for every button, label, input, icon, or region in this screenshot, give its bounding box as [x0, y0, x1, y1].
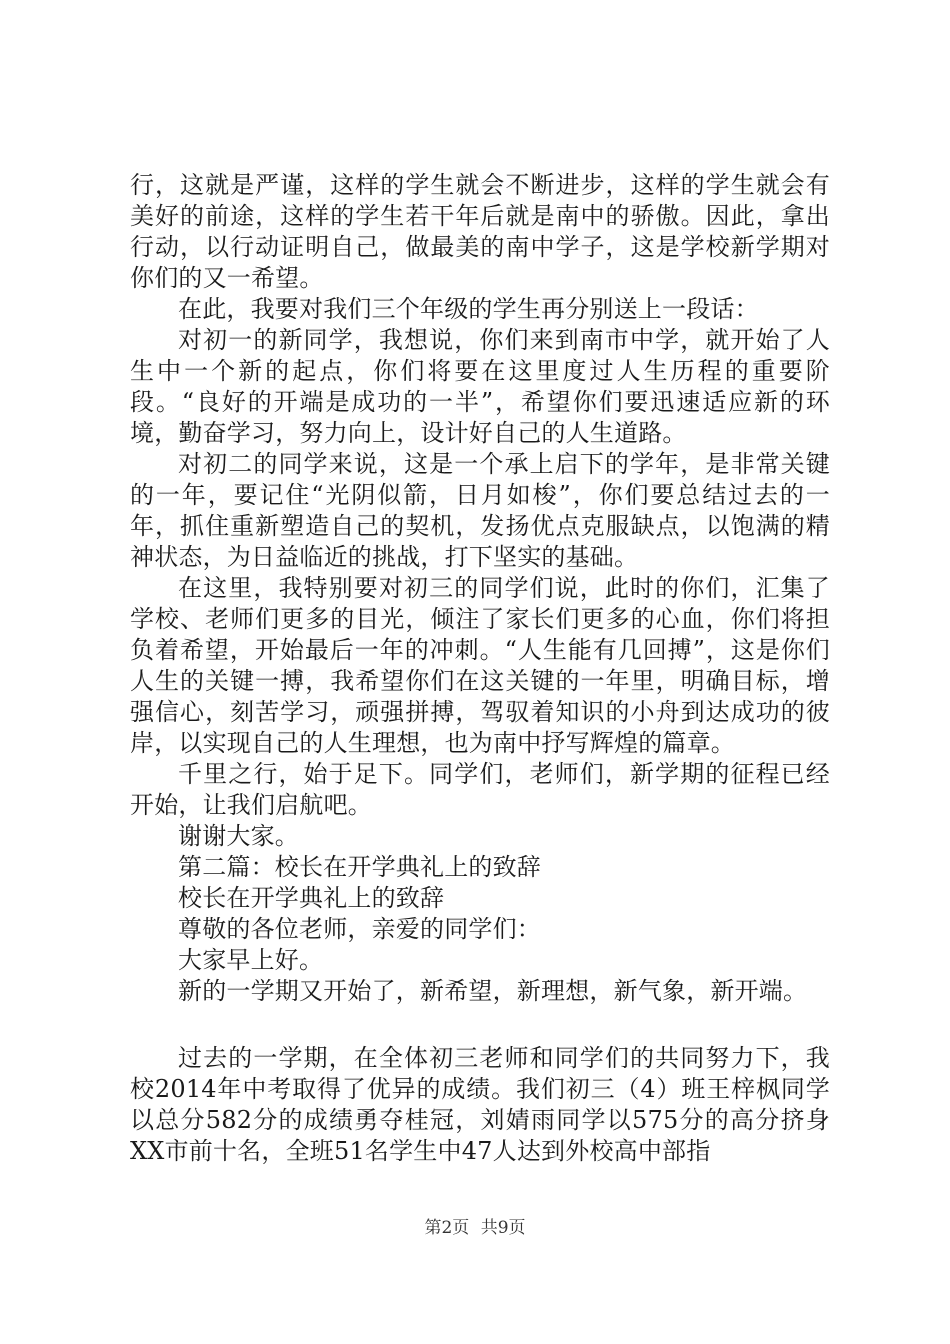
- paragraph-3: 对初一的新同学，我想说，你们来到南市中学，就开始了人生中一个新的起点，你们将要在这里度过人生历程的重要阶段。“良好的开端是成功的一半”，希望你们要迅速适应新的环境，勤奋学习，努力向上，设计好自己的人生道路。: [130, 326, 830, 447]
- blank-gap: [130, 1007, 830, 1043]
- paragraph-2: 在此，我要对我们三个年级的学生再分别送上一段话：: [178, 295, 759, 323]
- salutation: 尊敬的各位老师，亲爱的同学们：: [178, 915, 541, 943]
- paragraph-5: 在这里，我特别要对初三的同学们说，此时的你们，汇集了学校、老师们更多的目光，倾注了家长们更多的心血，你们将担负着希望，开始最后一年的冲刺。“人生能有几回搏”，这是你们人生的关键一搏，我希望你们在这关键的一年里，明确目标，增强信心，刻苦学习，顽强拼搏，驾驭着知识的小舟到达成功的彼岸，以实现自己的人生理想，也为南中抒写辉煌的篇章。: [130, 574, 830, 757]
- greeting: 大家早上好。: [178, 946, 324, 974]
- paragraph-1: 行，这就是严谨，这样的学生就会不断进步，这样的学生就会有美好的前途，这样的学生若干年后就是南中的骄傲。因此，拿出行动，以行动证明自己，做最美的南中学子，这是学校新学期对你们的又一希望。: [130, 171, 830, 292]
- section-heading: 第二篇：校长在开学典礼上的致辞: [178, 853, 541, 881]
- page-number: 第2页: [424, 1218, 470, 1238]
- paragraph-bottom: 过去的一学期，在全体初三老师和同学们的共同努力下，我校2014年中考取得了优异的成绩。我们初三（4）班王梓枫同学以总分582分的成绩勇夺桂冠，刘婧雨同学以575分的高分挤身XX市前十名，全班51名学生中47人达到外校高中部指: [130, 1044, 830, 1165]
- page-total: 共9页: [480, 1218, 526, 1238]
- paragraph-4: 对初二的同学来说，这是一个承上启下的学年，是非常关键的一年，要记住“光阴似箭，日月如梭”，你们要总结过去的一年，抓住重新塑造自己的契机，发扬优点克服缺点，以饱满的精神状态，为日益临近的挑战，打下坚实的基础。: [130, 450, 830, 571]
- paragraph-6: 千里之行，始于足下。同学们，老师们，新学期的征程已经开始，让我们启航吧。: [130, 760, 830, 819]
- speech-title: 校长在开学典礼上的致辞: [178, 884, 445, 912]
- page-footer: [0, 1213, 950, 1238]
- opening-line: 新的一学期又开始了，新希望，新理想，新气象，新开端。: [178, 977, 808, 1005]
- thanks-line: 谢谢大家。: [178, 822, 299, 850]
- document-body: [130, 170, 830, 1167]
